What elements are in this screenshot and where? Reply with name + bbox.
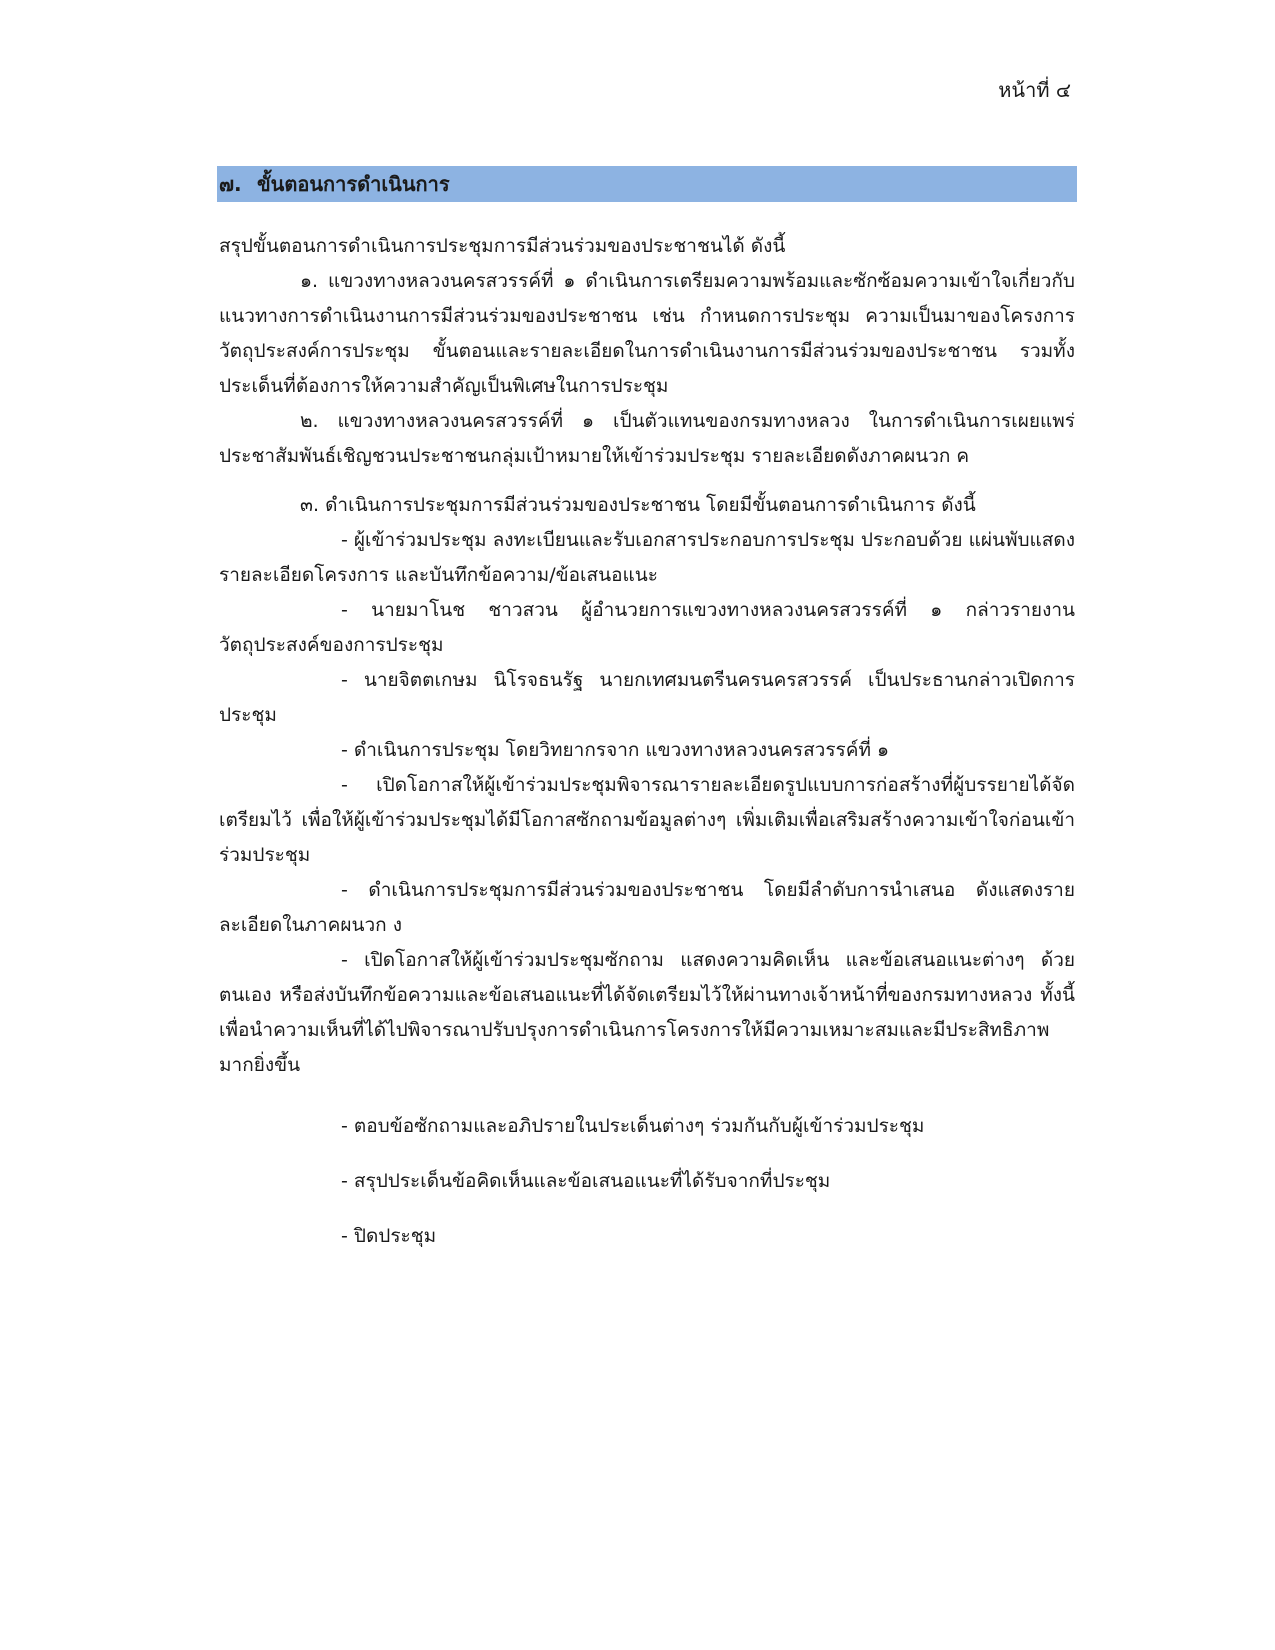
page-number: หน้าที่ ๔ bbox=[998, 78, 1071, 102]
bullet-summary: - สรุปประเด็นข้อคิดเห็นและข้อเสนอแนะที่ได้รับจากที่ประชุม bbox=[341, 1170, 831, 1192]
bullet-closing: - ปิดประชุม bbox=[341, 1225, 437, 1247]
section-title: ขั้นตอนการดำเนินการ bbox=[257, 172, 450, 196]
section-heading-bar bbox=[217, 166, 1077, 202]
bullet-report: - นายมาโนช ชาวสวน ผู้อำนวยการแขวงทางหลวงนครสวรรค์ที่ ๑ กล่าวรายงานวัตถุประสงค์ของการประชุม bbox=[219, 599, 1075, 656]
section-heading bbox=[219, 168, 450, 200]
bullet-questions: - เปิดโอกาสให้ผู้เข้าร่วมประชุมซักถาม แสดงความคิดเห็น และข้อเสนอแนะต่างๆ ด้วยตนเอง หรือส่งบันทึกข้อความและข้อเสนอแนะที่ได้จัดเตรียมไว้ให้ผ่านทางเจ้าหน้าที่ของกรมทางหลวง ทั้งนี้ เพื่อนำความเห็นที่ได้ไปพิจารณาปรับปรุงการดำเนินการโครงการให้มีความเหมาะสมและมีประสิทธิภาพมากยิ่งขึ้น bbox=[219, 949, 1075, 1076]
bullet-registration: - ผู้เข้าร่วมประชุม ลงทะเบียนและรับเอกสารประกอบการประชุม ประกอบด้วย แผ่นพับแสดงรายละเอียดโครงการ และบันทึกข้อความ/ข้อเสนอแนะ bbox=[219, 529, 1075, 586]
document-body bbox=[219, 229, 1075, 1254]
bullet-review: - เปิดโอกาสให้ผู้เข้าร่วมประชุมพิจารณารายละเอียดรูปแบบการก่อสร้างที่ผู้บรรยายได้จัดเตรียมไว้ เพื่อให้ผู้เข้าร่วมประชุมได้มีโอกาสซักถามข้อมูลต่างๆ เพิ่มเติมเพื่อเสริมสร้างความเข้าใจก่อนเข้าร่วมประชุม bbox=[219, 774, 1075, 866]
list-item-1: ๑. แขวงทางหลวงนครสวรรค์ที่ ๑ ดำเนินการเตรียมความพร้อมและซักซ้อมความเข้าใจเกี่ยวกับแนวทางการดำเนินงานการมีส่วนร่วมของประชาชน เช่น กำหนดการประชุม ความเป็นมาของโครงการ วัตถุประสงค์การประชุม ขั้นตอนและรายละเอียดในการดำเนินงานการมีส่วนร่วมของประชาชน รวมทั้งประเด็นที่ต้องการให้ความสำคัญเป็นพิเศษในการประชุม bbox=[219, 270, 1075, 397]
list-item-2: ๒. แขวงทางหลวงนครสวรรค์ที่ ๑ เป็นตัวแทนของกรมทางหลวง ในการดำเนินการเผยแพร่ประชาสัมพันธ์เชิญชวนประชาชนกลุ่มเป้าหมายให้เข้าร่วมประชุม รายละเอียดดังภาคผนวก ค bbox=[219, 410, 1075, 467]
bullet-speaker: - ดำเนินการประชุม โดยวิทยากรจาก แขวงทางหลวงนครสวรรค์ที่ ๑ bbox=[341, 739, 890, 761]
bullet-opening: - นายจิตตเกษม นิโรจธนรัฐ นายกเทศมนตรีนครนครสวรรค์ เป็นประธานกล่าวเปิดการประชุม bbox=[219, 669, 1075, 726]
list-item-3: ๓. ดำเนินการประชุมการมีส่วนร่วมของประชาชน โดยมีขั้นตอนการดำเนินการ ดังนี้ bbox=[300, 494, 976, 516]
bullet-presentation: - ดำเนินการประชุมการมีส่วนร่วมของประชาชน โดยมีลำดับการนำเสนอ ดังแสดงรายละเอียดในภาคผนวก ง bbox=[219, 879, 1075, 936]
bullet-discussion: - ตอบข้อซักถามและอภิปรายในประเด็นต่างๆ ร่วมกันกับผู้เข้าร่วมประชุม bbox=[341, 1115, 925, 1137]
intro-paragraph: สรุปขั้นตอนการดำเนินการประชุมการมีส่วนร่วมของประชาชนได้ ดังนี้ bbox=[219, 235, 786, 257]
section-number: ๗. bbox=[219, 172, 242, 196]
